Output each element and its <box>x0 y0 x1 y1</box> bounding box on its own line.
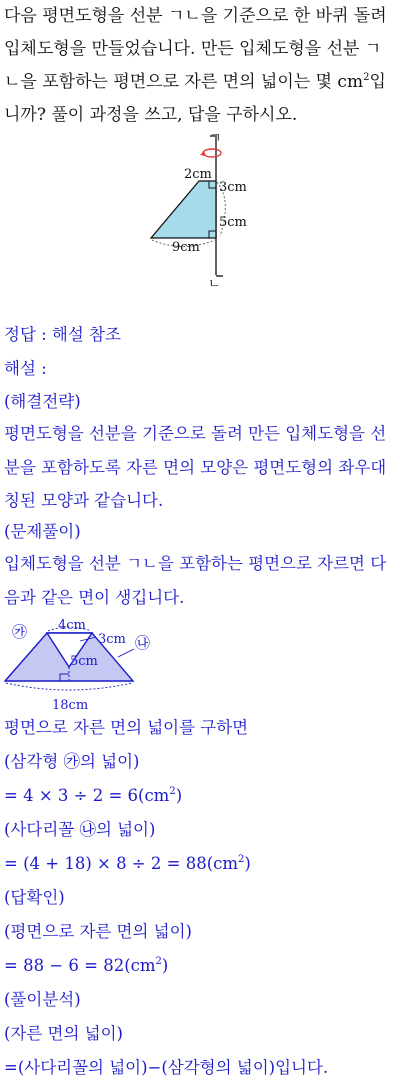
area-intro: 평면으로 자른 면의 넓이를 구하면 <box>4 718 249 737</box>
solve-label: (문제풀이) <box>4 522 81 541</box>
answer-line: 정답 : 해설 참조 <box>4 325 121 344</box>
strategy-line-3: 칭된 모양과 같습니다. <box>4 491 164 510</box>
solve-line-2: 음과 같은 면이 생깁니다. <box>4 588 185 607</box>
question-line-3 <box>4 66 396 99</box>
trapezoid-close: ) <box>244 854 251 873</box>
question-line-3-end: 입 <box>369 72 386 92</box>
question-line-2: 입체도형을 만들었습니다. 만든 입체도형을 선분 ㄱ <box>4 39 382 59</box>
analysis-line-1: (자른 면의 넓이) <box>4 1024 123 1043</box>
mark-na: ㉯ <box>135 634 151 652</box>
trapezoid-label: (사다리꼴 ㉯의 넓이) <box>4 820 156 839</box>
dimension-dash-bottom2 <box>6 683 132 690</box>
trapezoid-calc <box>4 847 396 881</box>
cut-section-svg <box>4 615 396 711</box>
mark-ga: ㉮ <box>12 623 28 641</box>
dim-5cm: 5cm <box>219 215 247 230</box>
solve-line-1: 입체도형을 선분 ㄱㄴ을 포함하는 평면으로 자르면 다 <box>4 554 387 573</box>
cut-area-calc-text: = 88 − 6 = 82(cm <box>4 956 156 975</box>
cut-area-close: ) <box>161 956 169 975</box>
triangle-calc <box>4 779 396 813</box>
question-text <box>4 0 396 132</box>
cut-area-exponent: 2 <box>155 956 162 967</box>
analysis-line-2: =(사다리꼴의 넓이)−(삼각형의 넓이)입니다. <box>4 1058 329 1077</box>
label-nieun: ㄴ <box>208 277 221 288</box>
cut-area-calc <box>4 949 396 983</box>
strategy-line-2: 분을 포함하도록 자른 면의 모양은 평면도형의 좌우대 <box>4 458 387 477</box>
dim-4cm: 4cm <box>58 618 86 633</box>
trapezoid-calc-text: = (4 + 18) × 8 ÷ 2 = 88(cm <box>4 854 239 873</box>
dim-2cm: 2cm <box>184 167 212 182</box>
dim-9cm: 9cm <box>172 240 200 255</box>
answer-section <box>4 318 396 1085</box>
question-line-1: 다음 평면도형을 선분 ㄱㄴ을 기준으로 한 바퀴 돌려 <box>4 6 387 26</box>
question-line-3-text: ㄴ을 포함하는 평면으로 자른 면의 넓이는 몇 cm <box>4 72 364 92</box>
triangle-label: (삼각형 ㉮의 넓이) <box>4 752 140 771</box>
cut-section-figure <box>4 615 396 711</box>
dim-3cm-2: 3cm <box>98 632 126 647</box>
trapezoid-exponent: 2 <box>238 854 245 865</box>
dim-5cm-2: 5cm <box>70 654 98 669</box>
question-line-4: 니까? 풀이 과정을 쓰고, 답을 구하시오. <box>4 105 298 125</box>
check-label: (답확인) <box>4 888 65 907</box>
label-gieuk: ㄱ <box>209 131 222 146</box>
question-unit-exponent: 2 <box>363 72 370 83</box>
strategy-label: (해결전략) <box>4 392 81 411</box>
cut-area-label: (평면으로 자른 면의 넓이) <box>4 922 192 941</box>
triangle-calc-text: = 4 × 3 ÷ 2 = 6(cm <box>4 786 170 805</box>
na-pointer <box>118 649 134 657</box>
plane-figure-shape <box>151 181 216 238</box>
rotation-figure <box>140 128 260 288</box>
strategy-line-1: 평면도형을 선분을 기준으로 돌려 만든 입체도형을 선 <box>4 424 387 443</box>
dim-18cm: 18cm <box>52 698 89 711</box>
triangle-exponent: 2 <box>169 786 176 797</box>
explain-label: 해설 : <box>4 359 47 378</box>
triangle-close: ) <box>175 786 183 805</box>
dim-3cm: 3cm <box>219 180 247 195</box>
analysis-label: (풀이분석) <box>4 990 81 1009</box>
